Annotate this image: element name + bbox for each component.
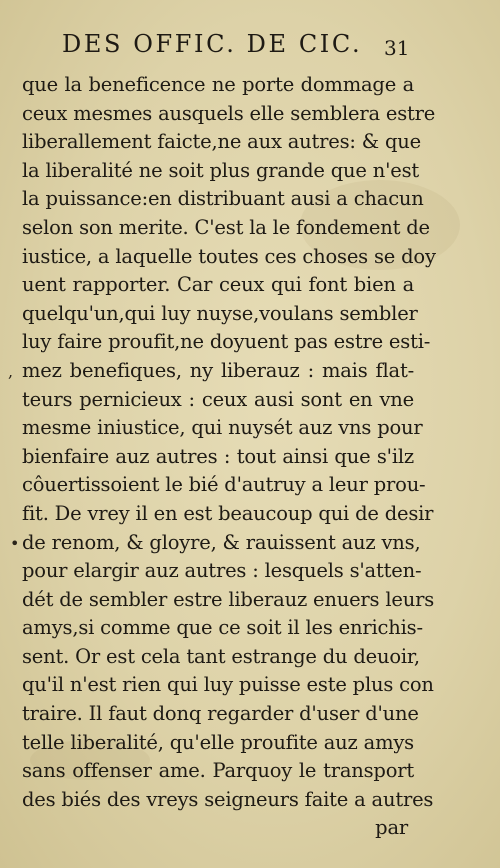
text-line: selon son merite. C'est la le fondement de (22, 215, 430, 239)
text-line: la puissance:en distribuant ausi a chacun (22, 187, 424, 211)
page-number: 31 (384, 36, 410, 60)
catchword: par (375, 816, 408, 840)
text-line: sent. Or est cela tant estrange du deuoir, (22, 644, 420, 668)
page-header (0, 28, 500, 68)
text-line: qu'il n'est rien qui luy puisse este plus con (22, 673, 434, 697)
text-line: ceux mesmes ausquels elle semblera estre (22, 101, 436, 125)
text-line: dét de sembler estre liberauz enuers leurs (22, 587, 435, 611)
text-line: luy faire proufit,ne doyuent pas estre esti- (22, 330, 431, 354)
text-line: de renom, & gloyre, & rauissent auz vns, (22, 530, 421, 554)
text-line: quelqu'un,qui luy nuyse,voulans sembler (22, 301, 418, 325)
text-line: liberallement faicte,ne aux autres: & que (22, 130, 421, 154)
text-line: mez benefiques, ny liberauz : mais flat- (22, 358, 414, 382)
text-line: iustice, a laquelle toutes ces choses se doy (22, 244, 436, 268)
text-line: des biés des vreys seigneurs faite a autres (22, 787, 434, 811)
body-text (22, 71, 436, 843)
text-line: bienfaire auz autres : tout ainsi que s'ilz (22, 444, 414, 468)
text-line: pour elargir auz autres : lesquels s'atten- (22, 559, 422, 583)
text-line: telle liberalité, qu'elle proufite auz amys (22, 730, 414, 754)
text-line: amys,si comme que ce soit il les enrichis- (22, 616, 423, 640)
text-line: fit. De vrey il en est beaucoup qui de desir (22, 501, 434, 525)
running-title: DES OFFIC. DE CIC. (62, 30, 363, 58)
margin-mark: • (10, 534, 20, 553)
margin-mark: , (8, 362, 14, 381)
text-line: uent rapporter. Car ceux qui font bien a (22, 273, 414, 297)
text-line: que la beneficence ne porte dommage a (22, 73, 414, 96)
text-line: mesme iniustice, qui nuysét auz vns pour (22, 416, 423, 440)
text-line: côuertissoient le bié d'autruy a leur prou- (22, 473, 426, 497)
text-line: traire. Il faut donq regarder d'user d'une (22, 702, 419, 726)
text-line: teurs pernicieux : ceux ausi sont en vne (22, 387, 414, 411)
text-line: sans offenser ame. Parquoy le transport (22, 759, 414, 783)
text-line: la liberalité ne soit plus grande que n'est (22, 158, 420, 182)
